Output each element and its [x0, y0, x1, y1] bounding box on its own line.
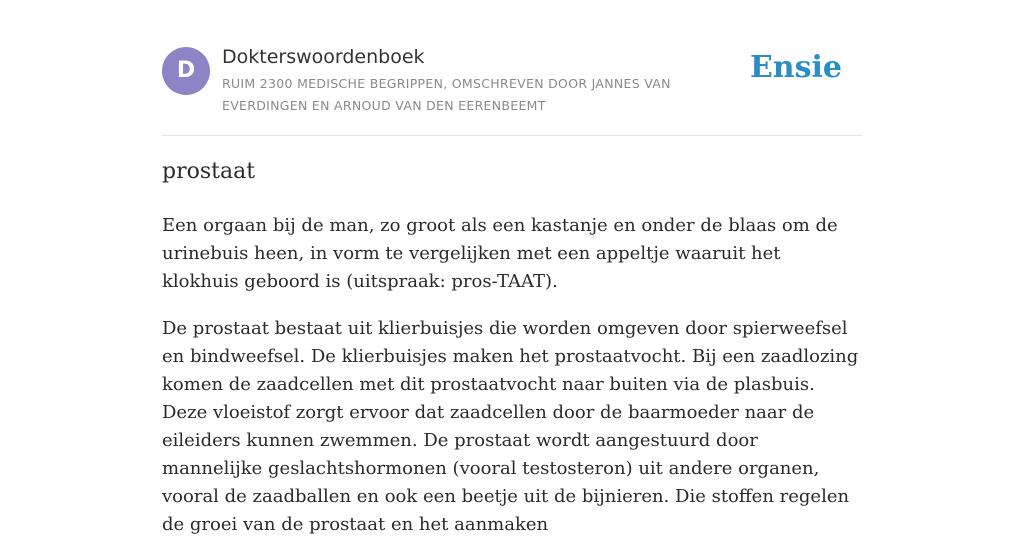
- dictionary-avatar[interactable]: D: [162, 47, 210, 95]
- ensie-logo-link[interactable]: Ensie: [749, 50, 842, 85]
- definition-paragraph-1: Een orgaan bij de man, zo groot als een kastanje en onder de blaas om de urinebuis heen, in vorm te vergelijken met een appeltje waaruit het klokhuis geboord is (uitspraak: pros-TAAT).: [162, 215, 838, 292]
- entry-definition: [162, 212, 862, 558]
- dictionary-header: [162, 44, 862, 136]
- dictionary-name-link[interactable]: Dokterswoordenboek: [222, 46, 425, 68]
- entry-headword: prostaat: [162, 159, 256, 184]
- definition-paragraph-2: De prostaat bestaat uit klierbuisjes die worden omgeven door spierweefsel en bindweefsel. De klierbuisjes maken het prostaatvocht. Bij een zaadlozing komen de zaadcellen met dit prostaatvocht naar buiten via de plasbuis. Deze vloeistof zorgt ervoor dat zaadcellen door de baarmoeder naar de eileiders kunnen zwemmen. De prostaat wordt aangestuurd door mannelijke geslachtshormonen (vooral testosteron) uit andere organen, vooral de zaadballen en ook een beetje uit de bijnieren. Die stoffen regelen de groei van de prostaat en het aanmaken: [162, 318, 859, 535]
- dictionary-description: RUIM 2300 MEDISCHE BEGRIPPEN, OMSCHREVEN DOOR JANNES VAN EVERDINGEN EN ARNOUD VAN DEN EERENBEEMT: [222, 76, 671, 113]
